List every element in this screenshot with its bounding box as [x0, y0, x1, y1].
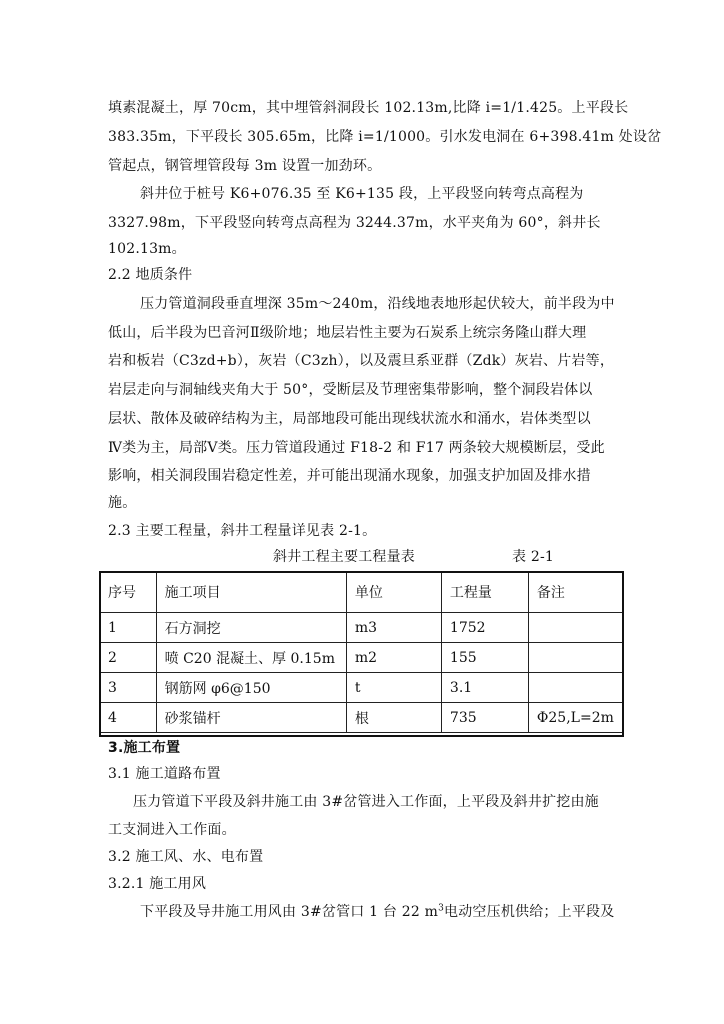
- table-row: [100, 673, 624, 703]
- superscript: 3: [438, 903, 445, 914]
- paragraph-line: 施。: [108, 495, 137, 511]
- table-header-cell: 施工项目: [156, 572, 346, 613]
- table-cell: [528, 613, 623, 643]
- paragraph-line: 工支洞进入工作面。: [108, 822, 236, 838]
- table-cell: 3.1: [441, 673, 528, 703]
- table-row: [100, 613, 624, 643]
- table-number: 表 2-1: [512, 549, 554, 565]
- table-cell: 喷 C20 混凝土、厚 0.15m: [156, 643, 346, 673]
- paragraph-line: 压力管道洞段垂直埋深 35m～240m，沿线地表地形起伏较大，前半段为中: [140, 296, 615, 312]
- paragraph-text: 电动空压机供给；上平段及: [444, 904, 615, 920]
- paragraph-line: 岩和板岩（C3zd+b），灰岩（C3zh），以及震旦系亚群（Zdk）灰岩、片岩等，: [108, 353, 615, 369]
- paragraph-line: 3327.98m，下平段竖向转弯点高程为 3244.37m，水平夹角为 60°，斜井长: [108, 215, 601, 231]
- paragraph-line: Ⅳ类为主，局部Ⅴ类。压力管道段通过 F18-2 和 F17 两条较大规模断层，受此: [108, 440, 605, 456]
- table-header-cell: 工程量: [441, 572, 528, 613]
- section-heading-2-3: 2.3 主要工程量，斜井工程量详见表 2-1。: [108, 523, 377, 539]
- table-cell: t: [346, 673, 441, 703]
- table-cell: [528, 643, 623, 673]
- paragraph-line: 斜井位于桩号 K6+076.35 至 K6+135 段，上平段竖向转弯点高程为: [140, 186, 584, 202]
- paragraph-line: [140, 903, 614, 921]
- table-row: [100, 643, 624, 673]
- section-heading-2-2: 2.2 地质条件: [108, 267, 193, 283]
- quantity-table: [99, 571, 624, 733]
- paragraph-line: 低山，后半段为巴音河Ⅱ级阶地；地层岩性主要为石炭系上统宗务隆山群大理: [108, 325, 587, 341]
- paragraph-text: 下平段及导井施工用风由 3#岔管口 1 台 22 m: [140, 904, 439, 920]
- table-cell: 2: [100, 643, 157, 673]
- section-heading-3-1: 3.1 施工道路布置: [108, 766, 221, 782]
- table-cell: m3: [346, 613, 441, 643]
- table-cell: [528, 673, 623, 703]
- table-cell: Φ25,L=2m: [528, 703, 623, 733]
- table-header-row: [100, 572, 624, 613]
- table-caption: 斜井工程主要工程量表: [273, 549, 415, 565]
- paragraph-line: 影响，相关洞段围岩稳定性差，并可能出现涌水现象，加强支护加固及排水措: [108, 468, 591, 484]
- table-header-cell: 序号: [100, 572, 157, 613]
- table-cell: 石方洞挖: [156, 613, 346, 643]
- paragraph-line: 填素混凝土，厚 70cm，其中埋管斜洞段长 102.13m,比降 i=1/1.425。上平段长: [108, 100, 629, 116]
- table-cell: 155: [441, 643, 528, 673]
- table-cell: m2: [346, 643, 441, 673]
- paragraph-line: 层状、散体及破碎结构为主，局部地段可能出现线状流水和涌水，岩体类型以: [108, 411, 591, 427]
- table-header-cell: 单位: [346, 572, 441, 613]
- table-cell: 735: [441, 703, 528, 733]
- table-header-cell: 备注: [528, 572, 623, 613]
- paragraph-line: 岩层走向与洞轴线夹角大于 50°，受断层及节理密集带影响，整个洞段岩体以: [108, 382, 593, 398]
- section-heading-3-2: 3.2 施工风、水、电布置: [108, 849, 264, 865]
- table-cell: 1752: [441, 613, 528, 643]
- paragraph-line: 102.13m。: [108, 241, 186, 257]
- section-heading-3: 3.施工布置: [108, 740, 181, 756]
- table-cell: 砂浆锚杆: [156, 703, 346, 733]
- paragraph-line: 压力管道下平段及斜井施工由 3#岔管进入工作面，上平段及斜井扩挖由施: [133, 794, 599, 810]
- table-cell: 3: [100, 673, 157, 703]
- table-cell: 钢筋网 φ6@150: [156, 673, 346, 703]
- paragraph-line: 383.35m，下平段长 305.65m，比降 i=1/1000。引水发电洞在 6+398.41m 处设岔: [108, 129, 662, 145]
- table-cell: 4: [100, 703, 157, 733]
- table-row: [100, 703, 624, 733]
- table-cell: 1: [100, 613, 157, 643]
- table-cell: 根: [346, 703, 441, 733]
- section-heading-3-2-1: 3.2.1 施工用风: [108, 876, 207, 892]
- paragraph-line: 管起点，钢管埋管段每 3m 设置一加劲环。: [108, 158, 382, 174]
